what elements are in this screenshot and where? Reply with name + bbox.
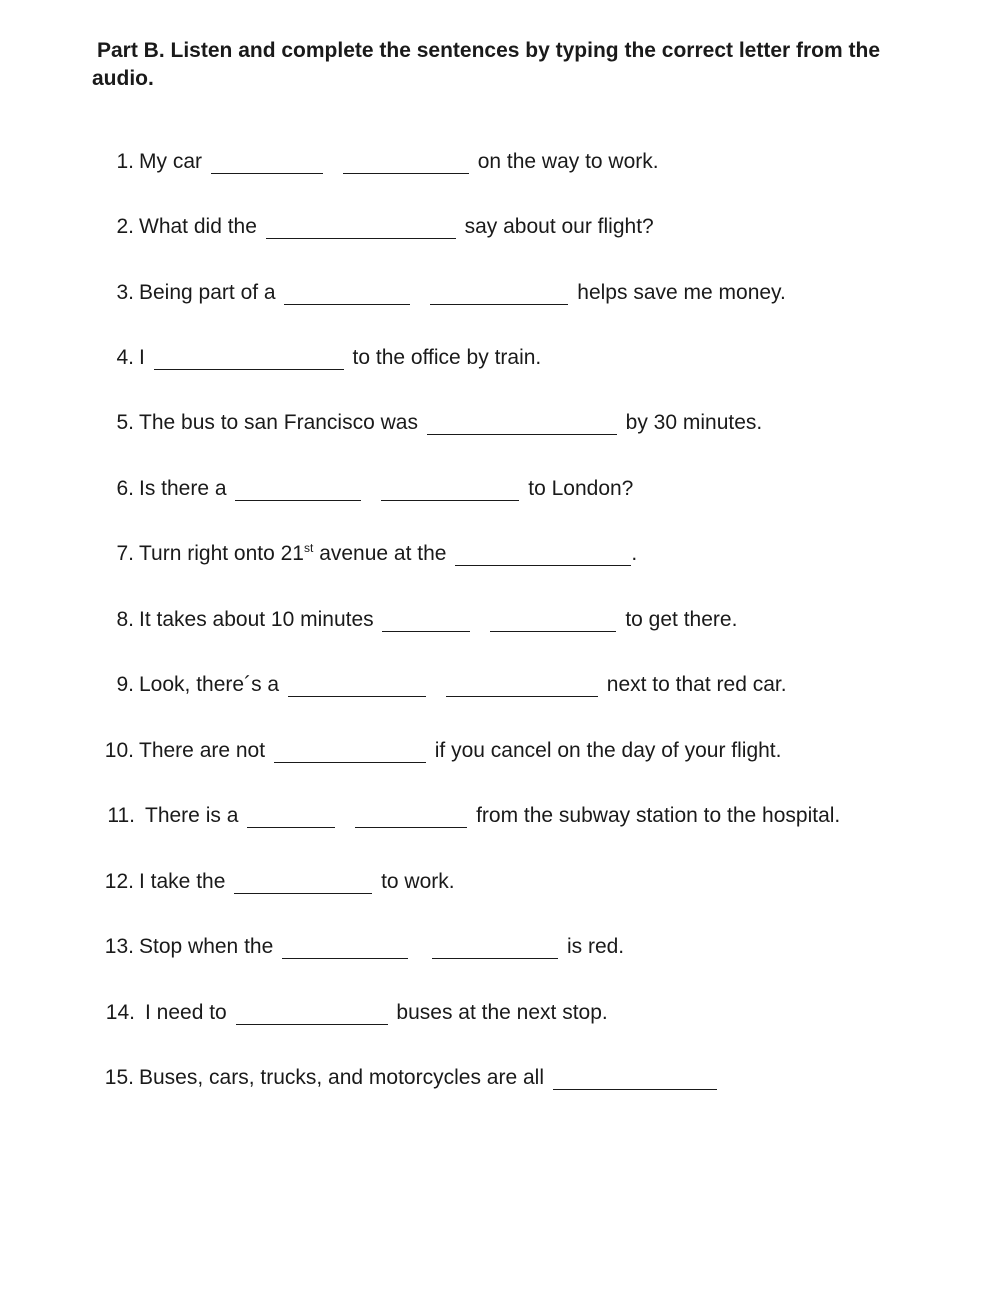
sentence-text-before: I need to <box>145 1001 227 1024</box>
sentence-text-after: by 30 minutes. <box>625 411 763 434</box>
sentence-8 <box>116 607 738 633</box>
sentence-text-after: to the office by train. <box>352 346 542 369</box>
answer-blank-15[interactable] <box>553 1069 717 1090</box>
item-number: 9. <box>116 673 134 696</box>
item-number: 12. <box>104 870 134 893</box>
sentence-14 <box>105 1000 608 1026</box>
sentence-11 <box>107 803 841 829</box>
item-number: 15. <box>104 1066 134 1089</box>
answer-blank-10[interactable] <box>274 742 426 763</box>
sentence-text-after: next to that red car. <box>606 673 787 696</box>
sentence-text-before: The bus to san Francisco was <box>139 411 418 434</box>
sentence-text-before: There are not <box>139 739 266 762</box>
sentence-text-before: It takes about 10 minutes <box>139 608 374 631</box>
item-number: 5. <box>116 411 134 434</box>
answer-blank-11a[interactable] <box>247 807 335 828</box>
answer-blank-3b[interactable] <box>430 284 568 305</box>
item-number: 3. <box>116 281 134 304</box>
answer-blank-3a[interactable] <box>284 284 410 305</box>
sentence-6 <box>116 476 634 502</box>
item-number: 6. <box>116 477 134 500</box>
answer-blank-6a[interactable] <box>235 480 361 501</box>
sentence-10 <box>104 738 782 764</box>
sentence-text-after: is red. <box>566 935 625 958</box>
answer-blank-13a[interactable] <box>282 938 408 959</box>
answer-blank-5[interactable] <box>427 414 617 435</box>
sentence-7 <box>116 541 638 567</box>
sentence-text-before: Turn right onto 21 <box>139 542 304 565</box>
answer-blank-9a[interactable] <box>288 676 426 697</box>
worksheet-heading: Part B. Listen and complete the sentences by typing the correct letter from the audio. <box>92 39 881 90</box>
sentence-text-after: buses at the next stop. <box>396 1001 608 1024</box>
sentence-text-after: say about our flight? <box>464 215 654 238</box>
sentence-text-before: Buses, cars, trucks, and motorcycles are all <box>139 1066 544 1089</box>
item-number: 2. <box>116 215 134 238</box>
sentence-1 <box>116 149 659 175</box>
answer-blank-14[interactable] <box>236 1004 388 1025</box>
item-number: 10. <box>104 739 134 762</box>
item-number: 14. <box>105 1001 135 1024</box>
answer-blank-1a[interactable] <box>211 153 323 174</box>
answer-blank-12[interactable] <box>234 873 372 894</box>
sentence-15 <box>104 1065 720 1091</box>
sentence-text-before: Look, there´s a <box>139 673 280 696</box>
sentence-text-after: on the way to work. <box>477 150 659 173</box>
sentence-text-middle: avenue at the <box>319 542 447 565</box>
sentence-4 <box>116 345 542 371</box>
sentence-text-after: to work. <box>381 870 455 893</box>
answer-blank-1b[interactable] <box>343 153 469 174</box>
sentence-text-before: Being part of a <box>139 281 276 304</box>
answer-blank-8a[interactable] <box>382 611 470 632</box>
item-number: 8. <box>116 608 134 631</box>
answer-blank-6b[interactable] <box>381 480 519 501</box>
sentence-text-after: to London? <box>528 477 634 500</box>
sentence-text-after: from the subway station to the hospital. <box>476 804 841 827</box>
answer-blank-13b[interactable] <box>432 938 558 959</box>
sentence-text-after: if you cancel on the day of your flight. <box>434 739 782 762</box>
answer-blank-7[interactable] <box>455 545 631 566</box>
answer-blank-11b[interactable] <box>355 807 467 828</box>
item-number: 7. <box>116 542 134 565</box>
sentence-12 <box>104 869 455 895</box>
sentence-text-after: . <box>631 542 638 565</box>
item-number: 11. <box>107 804 135 827</box>
ordinal-suffix: st <box>304 541 314 555</box>
sentence-text-before: What did the <box>139 215 257 238</box>
sentence-text-before: My car <box>139 150 202 173</box>
answer-blank-4[interactable] <box>154 349 344 370</box>
item-number: 1. <box>116 150 134 173</box>
answer-blank-2[interactable] <box>266 218 456 239</box>
sentence-text-before: Stop when the <box>139 935 274 958</box>
sentence-text-before: I <box>139 346 145 369</box>
item-number: 4. <box>116 346 134 369</box>
sentence-text-before: There is a <box>145 804 239 827</box>
sentence-13 <box>104 934 625 960</box>
answer-blank-8b[interactable] <box>490 611 616 632</box>
sentence-text-after: helps save me money. <box>577 281 786 304</box>
item-number: 13. <box>104 935 134 958</box>
sentence-5 <box>116 410 763 436</box>
sentence-text-before: Is there a <box>139 477 227 500</box>
sentence-text-after: to get there. <box>625 608 738 631</box>
sentence-2 <box>116 214 654 240</box>
sentence-text-before: I take the <box>139 870 226 893</box>
sentence-3 <box>116 280 786 306</box>
sentence-9 <box>116 672 787 698</box>
answer-blank-9b[interactable] <box>446 676 598 697</box>
